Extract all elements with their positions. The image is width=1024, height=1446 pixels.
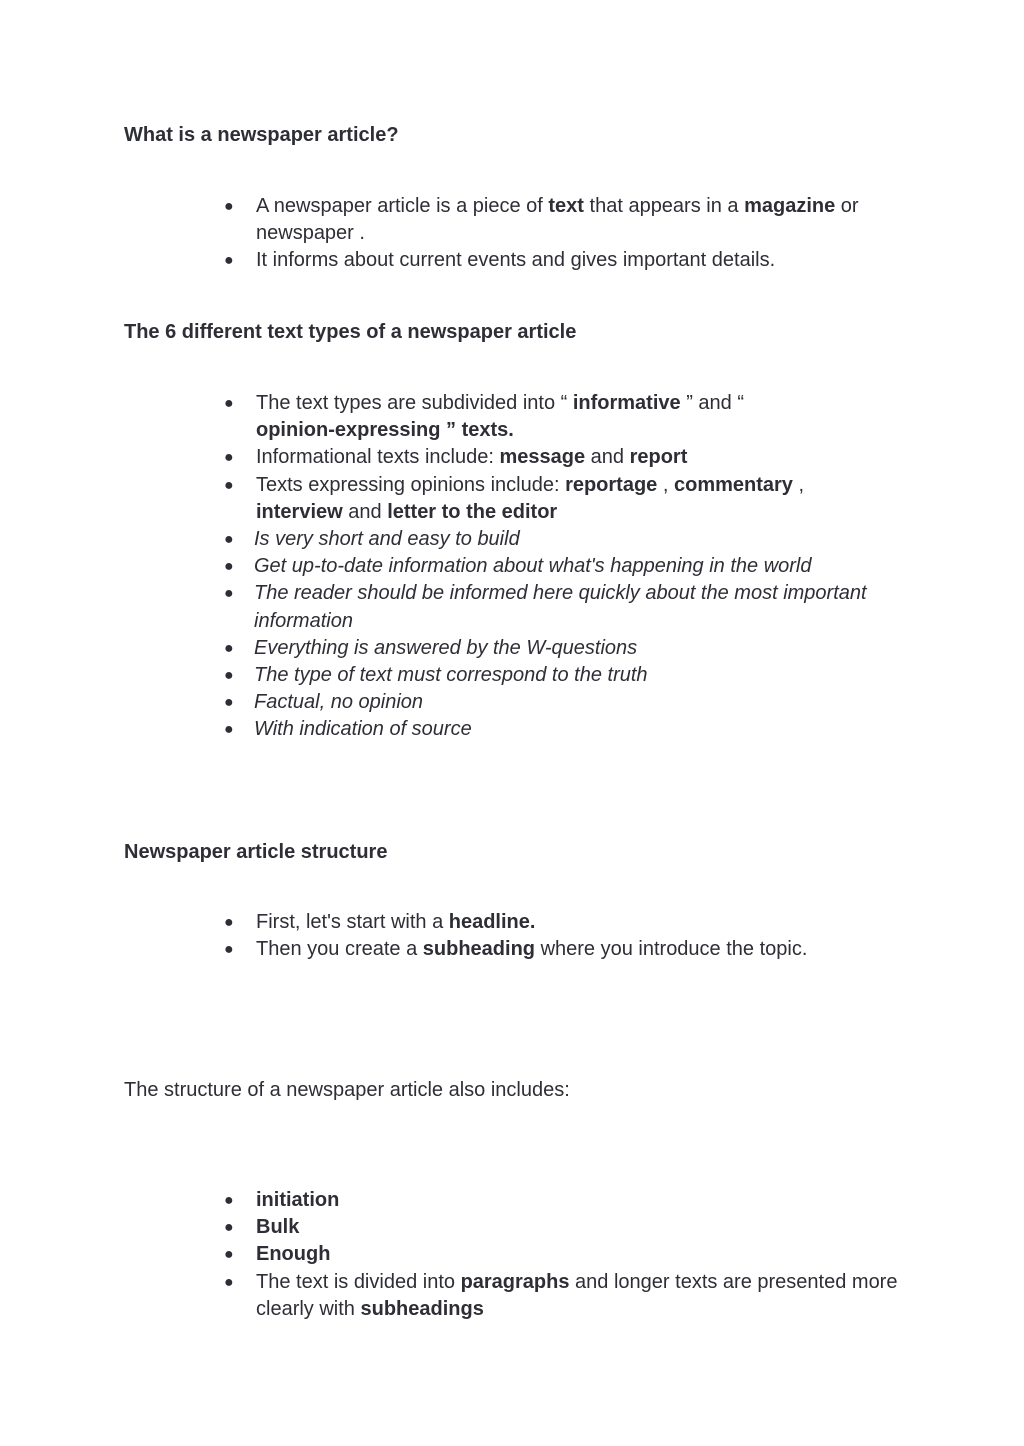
- bullet-icon: ●: [224, 694, 234, 712]
- list-item-italic: [224, 635, 904, 662]
- list-item-text: Is very short and easy to build: [254, 528, 520, 551]
- list-item-bold: report: [629, 446, 688, 469]
- list-item: [224, 1214, 904, 1241]
- list-item-text: Informational texts include:: [256, 446, 500, 469]
- list-item-text: First, let's start with a: [256, 911, 449, 933]
- list-item-text: ” and “: [680, 392, 745, 414]
- bullet-icon: ●: [224, 252, 234, 270]
- bullet-icon: ●: [224, 1219, 234, 1237]
- list-item-bold: message: [499, 446, 586, 469]
- list-item: [224, 444, 904, 471]
- bullet-list-structure: [224, 909, 904, 963]
- bullet-icon: ●: [224, 558, 234, 576]
- bullet-icon: ●: [224, 1246, 234, 1264]
- bullet-icon: ●: [224, 1273, 234, 1291]
- list-item-text: and: [585, 446, 630, 469]
- list-item-bold: reportage: [565, 473, 658, 496]
- section-heading-what-is: What is a newspaper article?: [124, 124, 399, 146]
- list-item-bold: subheadings: [360, 1297, 484, 1320]
- list-item-italic: [224, 580, 904, 634]
- bullet-icon: ●: [224, 198, 234, 215]
- bullet-icon: ●: [224, 721, 234, 739]
- list-item-text: It informs about current events and gives important details.: [256, 249, 776, 272]
- list-item: [224, 247, 904, 274]
- list-item-text: and: [342, 500, 388, 523]
- bullet-icon: ●: [224, 639, 234, 657]
- list-item-text: and longer texts are presented more clearly with: [256, 1270, 898, 1320]
- list-item-bold: informative: [572, 392, 681, 414]
- list-item-bold: paragraphs: [460, 1270, 570, 1293]
- section-heading-structure: Newspaper article structure: [124, 841, 388, 863]
- list-item-text: The type of text must correspond to the truth: [254, 664, 648, 687]
- list-item-italic: [224, 553, 904, 580]
- section-heading-text-types: The 6 different text types of a newspaper article: [124, 321, 577, 343]
- bullet-icon: ●: [224, 941, 234, 959]
- list-item-bold: text: [548, 195, 584, 217]
- list-item: [224, 1269, 904, 1323]
- list-item-text: With indication of source: [254, 718, 472, 741]
- list-item-text: The reader should be informed here quickly about the most important information: [254, 582, 867, 632]
- list-item-text: ,: [792, 473, 805, 496]
- list-item-bold: Bulk: [256, 1216, 300, 1239]
- bullet-icon: ●: [224, 667, 234, 685]
- list-item-text: The text types are subdivided into “: [256, 392, 573, 414]
- bullet-icon: ●: [224, 585, 234, 603]
- bullet-icon: ●: [224, 1192, 234, 1209]
- list-item: [224, 909, 904, 936]
- list-item-bold: letter to the editor: [387, 500, 558, 523]
- list-item-bold: Enough: [256, 1243, 331, 1266]
- list-item-bold: magazine: [744, 195, 836, 217]
- list-item-text: Get up-to-date information about what's happening in the world: [254, 555, 812, 578]
- list-item-italic: [224, 716, 904, 743]
- list-item: [224, 936, 904, 963]
- list-item-bold: headline.: [448, 911, 536, 933]
- bullet-list-definition: [224, 193, 904, 275]
- bullet-icon: ●: [224, 914, 234, 931]
- list-item-text: Texts expressing opinions include:: [256, 473, 566, 496]
- list-item-italic: [224, 662, 904, 689]
- list-item-text: A newspaper article is a piece of: [256, 195, 549, 217]
- list-item-bold: opinion-expressing ” texts.: [256, 419, 514, 442]
- list-item-bold: initiation: [256, 1189, 340, 1211]
- list-item: [224, 193, 904, 247]
- list-item: [224, 1187, 904, 1214]
- list-item: [224, 390, 904, 444]
- bullet-list-structure-parts: [224, 1187, 904, 1323]
- bullet-icon: ●: [224, 449, 234, 467]
- list-item-bold: interview: [256, 500, 343, 523]
- list-item: [224, 1241, 904, 1268]
- bullet-icon: ●: [224, 476, 234, 494]
- list-item-italic: [224, 526, 904, 553]
- list-item-text: The text is divided into: [256, 1270, 461, 1293]
- list-item-text: that appears in a: [583, 195, 745, 217]
- bullet-icon: ●: [224, 395, 234, 412]
- list-item-text: ,: [657, 473, 674, 496]
- bullet-icon: ●: [224, 531, 234, 549]
- list-item-text: or newspaper .: [256, 195, 859, 245]
- list-item-text: Everything is answered by the W-questions: [254, 636, 638, 659]
- list-item-italic: [224, 689, 904, 716]
- list-item-text: where you introduce the topic.: [535, 938, 808, 961]
- list-item-bold: commentary: [673, 473, 793, 496]
- list-item-text: Factual, no opinion: [254, 691, 424, 714]
- list-item: [224, 472, 904, 526]
- list-item-bold: subheading: [422, 938, 536, 961]
- bullet-list-text-types: [224, 390, 904, 744]
- list-item-text: Then you create a: [256, 938, 423, 961]
- structure-intro-text: The structure of a newspaper article also includes:: [124, 1079, 570, 1101]
